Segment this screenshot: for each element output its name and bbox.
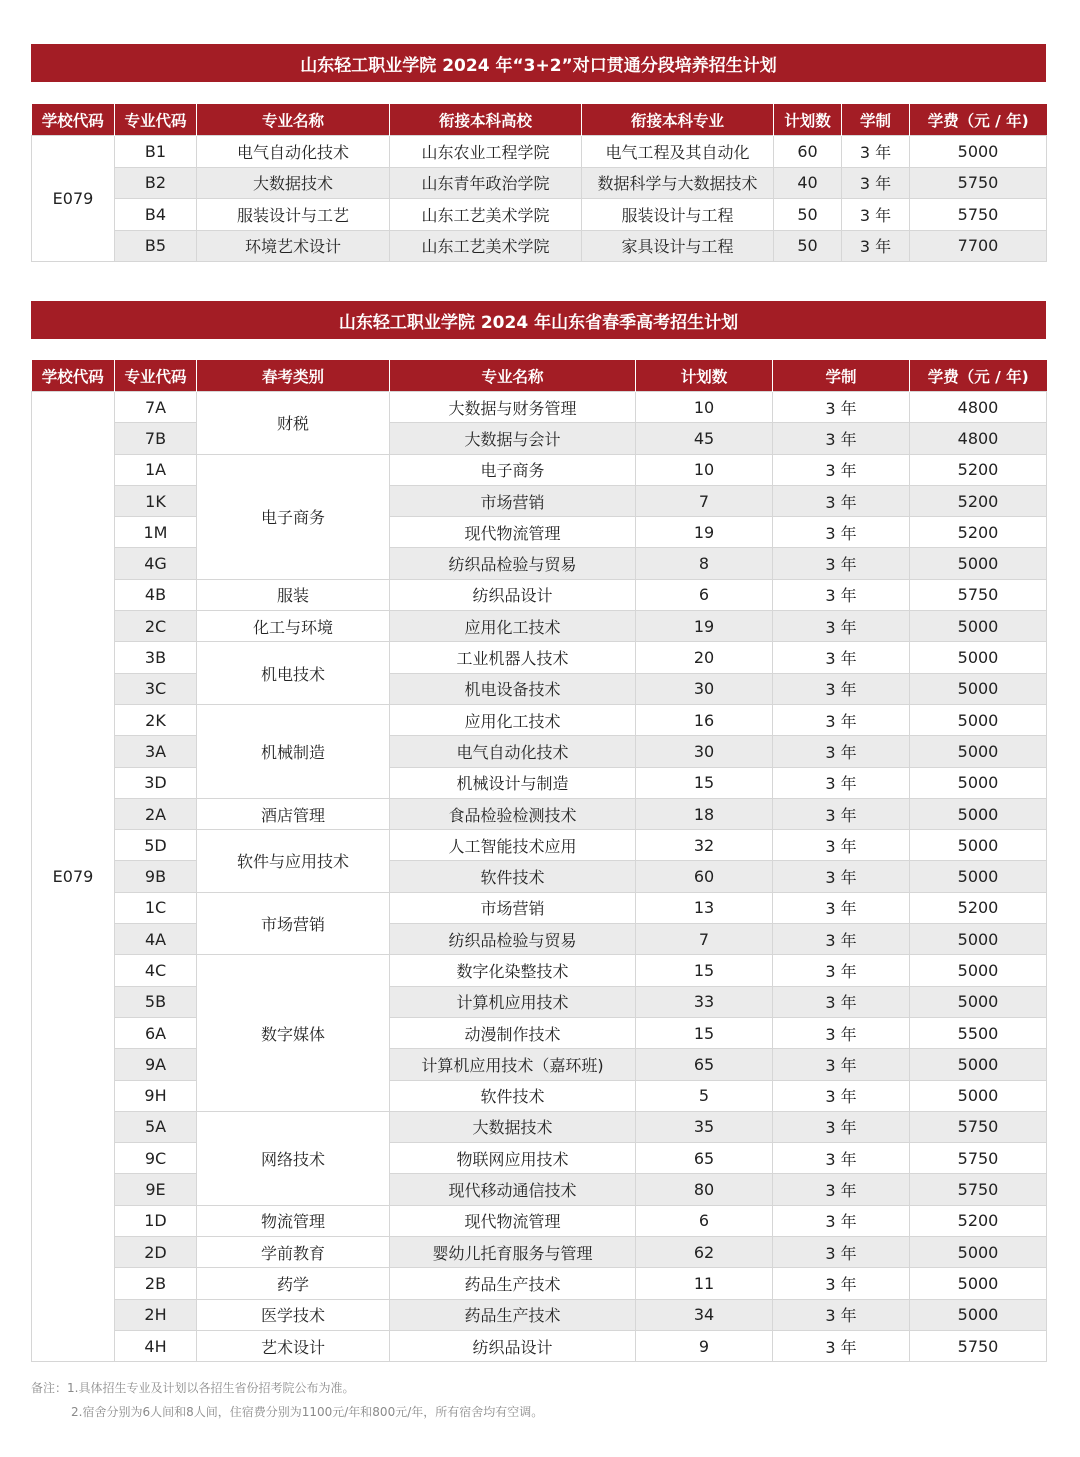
duration-cell: 3 年 [773,861,910,892]
major-name-cell: 纺织品检验与贸易 [390,924,636,955]
major-name-cell: 软件技术 [390,861,636,892]
duration-cell: 3 年 [773,548,910,579]
column-header: 计划数 [636,360,773,392]
plan-count-cell: 13 [636,892,773,923]
major-name-cell: 机电设备技术 [390,673,636,704]
university-cell: 山东工艺美术学院 [390,199,582,231]
tuition-cell: 5000 [910,611,1047,642]
table-row [32,485,1047,516]
column-header: 计划数 [774,104,842,136]
school-code-cell: E079 [32,392,115,1362]
major-name-cell: 纺织品设计 [390,1330,636,1361]
plan-count-cell: 32 [636,830,773,861]
major-code-cell: 3C [115,673,197,704]
plan-count-cell: 15 [636,767,773,798]
duration-cell: 3 年 [773,1080,910,1111]
plan2-table [31,360,1047,1362]
plan-count-cell: 10 [636,392,773,423]
column-header: 春考类别 [197,360,390,392]
duration-cell: 3 年 [773,736,910,767]
duration-cell: 3 年 [773,1111,910,1142]
major-name-cell: 服装设计与工艺 [197,199,390,231]
table-row [32,230,1047,262]
tuition-cell: 4800 [910,423,1047,454]
major-code-cell: 5D [115,830,197,861]
table-row [32,924,1047,955]
major-code-cell: 2D [115,1237,197,1268]
major-name-cell: 食品检验检测技术 [390,798,636,829]
duration-cell: 3 年 [842,230,910,262]
exam-category-cell: 网络技术 [197,1111,390,1205]
tuition-cell: 5750 [910,579,1047,610]
table-row [32,642,1047,673]
duration-cell: 3 年 [773,830,910,861]
note-line-1: 备注：1.具体招生专业及计划以各招生省份招考院公布为准。 [31,1381,355,1395]
plan-count-cell: 30 [636,673,773,704]
major-name-cell: 应用化工技术 [390,611,636,642]
plan-count-cell: 34 [636,1299,773,1330]
major-code-cell: 2C [115,611,197,642]
tuition-cell: 4800 [910,392,1047,423]
plan-count-cell: 65 [636,1143,773,1174]
plan-count-cell: 16 [636,704,773,735]
plan-count-cell: 15 [636,955,773,986]
duration-cell: 3 年 [773,1174,910,1205]
column-header: 衔接本科高校 [390,104,582,136]
duration-cell: 3 年 [773,517,910,548]
major-name-cell: 应用化工技术 [390,704,636,735]
major-name-cell: 大数据技术 [197,167,390,199]
tuition-cell: 5200 [910,892,1047,923]
tuition-cell: 5000 [910,986,1047,1017]
table-row [32,798,1047,829]
tuition-cell: 5000 [910,861,1047,892]
plan2-title-banner [31,301,1046,339]
duration-cell: 3 年 [842,136,910,168]
plan-count-cell: 6 [636,579,773,610]
table-row [32,1174,1047,1205]
plan-count-cell: 33 [636,986,773,1017]
duration-cell: 3 年 [773,485,910,516]
tuition-cell: 5200 [910,485,1047,516]
major-code-cell: 7A [115,392,197,423]
major-code-cell: 3D [115,767,197,798]
duration-cell: 3 年 [773,579,910,610]
major-name-cell: 电子商务 [390,454,636,485]
tuition-cell: 5000 [910,548,1047,579]
tuition-cell: 5000 [910,1237,1047,1268]
major-name-cell: 计算机应用技术 [390,986,636,1017]
exam-category-cell: 药学 [197,1268,390,1299]
tuition-cell: 5200 [910,517,1047,548]
exam-category-cell: 财税 [197,392,390,455]
duration-cell: 3 年 [773,892,910,923]
duration-cell: 3 年 [773,423,910,454]
university-major-cell: 数据科学与大数据技术 [582,167,774,199]
major-code-cell: 1C [115,892,197,923]
major-name-cell: 动漫制作技术 [390,1017,636,1048]
column-header: 学校代码 [32,360,115,392]
duration-cell: 3 年 [842,167,910,199]
major-code-cell: B1 [115,136,197,168]
major-name-cell: 电气自动化技术 [197,136,390,168]
duration-cell: 3 年 [773,924,910,955]
major-name-cell: 计算机应用技术（嘉环班) [390,1049,636,1080]
duration-cell: 3 年 [773,1330,910,1361]
tuition-cell: 5500 [910,1017,1047,1048]
major-name-cell: 纺织品设计 [390,579,636,610]
plan-count-cell: 40 [774,167,842,199]
duration-cell: 3 年 [773,1049,910,1080]
duration-cell: 3 年 [773,798,910,829]
plan-count-cell: 9 [636,1330,773,1361]
university-cell: 山东农业工程学院 [390,136,582,168]
major-name-cell: 婴幼儿托育服务与管理 [390,1237,636,1268]
major-code-cell: 1K [115,485,197,516]
table-row [32,1268,1047,1299]
plan1-title-banner [31,44,1046,82]
major-code-cell: 2K [115,704,197,735]
major-name-cell: 物联网应用技术 [390,1143,636,1174]
table-row [32,767,1047,798]
table-row [32,1111,1047,1142]
table-row [32,136,1047,168]
major-code-cell: B5 [115,230,197,262]
major-code-cell: 4B [115,579,197,610]
table-row [32,704,1047,735]
table-row [32,579,1047,610]
table-row [32,392,1047,423]
plan-count-cell: 80 [636,1174,773,1205]
major-name-cell: 药品生产技术 [390,1268,636,1299]
tuition-cell: 5200 [910,454,1047,485]
plan1-body [32,136,1047,262]
major-name-cell: 大数据与会计 [390,423,636,454]
exam-category-cell: 市场营销 [197,892,390,955]
tuition-cell: 5750 [910,167,1047,199]
tuition-cell: 5750 [910,1143,1047,1174]
plan-count-cell: 62 [636,1237,773,1268]
major-code-cell: 2B [115,1268,197,1299]
column-header: 专业代码 [115,104,197,136]
major-name-cell: 现代物流管理 [390,1205,636,1236]
major-code-cell: 2A [115,798,197,829]
major-code-cell: B4 [115,199,197,231]
plan-count-cell: 20 [636,642,773,673]
plan-count-cell: 50 [774,230,842,262]
column-header: 专业代码 [115,360,197,392]
major-code-cell: 7B [115,423,197,454]
university-major-cell: 服装设计与工程 [582,199,774,231]
table-row [32,548,1047,579]
table-row [32,1143,1047,1174]
plan-count-cell: 5 [636,1080,773,1111]
major-code-cell: 2H [115,1299,197,1330]
tuition-cell: 5000 [910,1080,1047,1111]
duration-cell: 3 年 [773,1268,910,1299]
major-code-cell: 9E [115,1174,197,1205]
plan2-title: 山东轻工职业学院 2024 年山东省春季高考招生计划 [338,312,739,333]
duration-cell: 3 年 [773,1299,910,1330]
tuition-cell: 5000 [910,1299,1047,1330]
plan-count-cell: 50 [774,199,842,231]
exam-category-cell: 服装 [197,579,390,610]
plan2-header-row [32,360,1047,392]
duration-cell: 3 年 [773,767,910,798]
plan1-table [31,104,1047,262]
tuition-cell: 5000 [910,704,1047,735]
column-header: 学校代码 [32,104,115,136]
plan-count-cell: 6 [636,1205,773,1236]
tuition-cell: 5750 [910,1330,1047,1361]
tuition-cell: 5000 [910,642,1047,673]
exam-category-cell: 学前教育 [197,1237,390,1268]
plan-count-cell: 11 [636,1268,773,1299]
major-name-cell: 大数据技术 [390,1111,636,1142]
tuition-cell: 5000 [910,767,1047,798]
table-row [32,199,1047,231]
major-code-cell: 5A [115,1111,197,1142]
university-cell: 山东青年政治学院 [390,167,582,199]
exam-category-cell: 化工与环境 [197,611,390,642]
column-header: 学费（元 / 年) [910,104,1047,136]
plan-count-cell: 7 [636,924,773,955]
major-name-cell: 现代移动通信技术 [390,1174,636,1205]
duration-cell: 3 年 [773,955,910,986]
plan-count-cell: 45 [636,423,773,454]
table-row [32,423,1047,454]
exam-category-cell: 数字媒体 [197,955,390,1111]
plan1-header-row [32,104,1047,136]
column-header: 学费（元 / 年) [910,360,1047,392]
major-name-cell: 环境艺术设计 [197,230,390,262]
duration-cell: 3 年 [773,642,910,673]
plan-count-cell: 65 [636,1049,773,1080]
major-name-cell: 大数据与财务管理 [390,392,636,423]
table-row [32,1017,1047,1048]
major-code-cell: 9B [115,861,197,892]
duration-cell: 3 年 [773,392,910,423]
exam-category-cell: 软件与应用技术 [197,830,390,893]
school-code-cell: E079 [32,136,115,262]
plan-count-cell: 60 [636,861,773,892]
university-cell: 山东工艺美术学院 [390,230,582,262]
major-name-cell: 市场营销 [390,485,636,516]
tuition-cell: 5000 [910,736,1047,767]
tuition-cell: 7700 [910,230,1047,262]
university-major-cell: 电气工程及其自动化 [582,136,774,168]
exam-category-cell: 艺术设计 [197,1330,390,1361]
column-header: 专业名称 [197,104,390,136]
plan-count-cell: 19 [636,611,773,642]
exam-category-cell: 物流管理 [197,1205,390,1236]
table-row [32,1299,1047,1330]
tuition-cell: 5000 [910,924,1047,955]
tuition-cell: 5000 [910,1268,1047,1299]
tuition-cell: 5000 [910,830,1047,861]
exam-category-cell: 酒店管理 [197,798,390,829]
tuition-cell: 5000 [910,673,1047,704]
duration-cell: 3 年 [773,1143,910,1174]
major-code-cell: 9C [115,1143,197,1174]
tuition-cell: 5200 [910,1205,1047,1236]
plan-count-cell: 35 [636,1111,773,1142]
major-code-cell: 1M [115,517,197,548]
tuition-cell: 5000 [910,136,1047,168]
duration-cell: 3 年 [773,1017,910,1048]
table-row [32,955,1047,986]
major-code-cell: 3A [115,736,197,767]
table-row [32,517,1047,548]
duration-cell: 3 年 [773,611,910,642]
duration-cell: 3 年 [773,1237,910,1268]
plan-count-cell: 30 [636,736,773,767]
exam-category-cell: 机电技术 [197,642,390,705]
tuition-cell: 5750 [910,1174,1047,1205]
major-code-cell: 6A [115,1017,197,1048]
duration-cell: 3 年 [773,986,910,1017]
table-row [32,1205,1047,1236]
table-row [32,611,1047,642]
table-row [32,1080,1047,1111]
tuition-cell: 5750 [910,199,1047,231]
column-header: 专业名称 [390,360,636,392]
table-row [32,861,1047,892]
table-row [32,673,1047,704]
duration-cell: 3 年 [773,704,910,735]
major-name-cell: 人工智能技术应用 [390,830,636,861]
exam-category-cell: 电子商务 [197,454,390,579]
plan-count-cell: 18 [636,798,773,829]
major-code-cell: 5B [115,986,197,1017]
table-row [32,1049,1047,1080]
plan1-title: 山东轻工职业学院 2024 年“3+2”对口贯通分段培养招生计划 [300,55,777,76]
tuition-cell: 5000 [910,1049,1047,1080]
table-row [32,167,1047,199]
plan-count-cell: 19 [636,517,773,548]
exam-category-cell: 机械制造 [197,704,390,798]
major-name-cell: 工业机器人技术 [390,642,636,673]
table-row [32,736,1047,767]
major-code-cell: 9H [115,1080,197,1111]
plan-count-cell: 15 [636,1017,773,1048]
major-code-cell: 3B [115,642,197,673]
major-name-cell: 药品生产技术 [390,1299,636,1330]
major-code-cell: 1A [115,454,197,485]
note-line-2: 2.宿舍分别为6人间和8人间，住宿费分别为1100元/年和800元/年，所有宿舍均有空调。 [71,1405,544,1419]
table-row [32,454,1047,485]
table-row [32,892,1047,923]
major-code-cell: B2 [115,167,197,199]
exam-category-cell: 医学技术 [197,1299,390,1330]
tuition-cell: 5750 [910,1111,1047,1142]
table-row [32,1237,1047,1268]
column-header: 衔接本科专业 [582,104,774,136]
university-major-cell: 家具设计与工程 [582,230,774,262]
major-name-cell: 软件技术 [390,1080,636,1111]
major-name-cell: 机械设计与制造 [390,767,636,798]
duration-cell: 3 年 [842,199,910,231]
major-name-cell: 现代物流管理 [390,517,636,548]
plan-count-cell: 10 [636,454,773,485]
duration-cell: 3 年 [773,454,910,485]
plan-count-cell: 7 [636,485,773,516]
duration-cell: 3 年 [773,673,910,704]
major-code-cell: 1D [115,1205,197,1236]
tuition-cell: 5000 [910,955,1047,986]
column-header: 学制 [773,360,910,392]
major-name-cell: 纺织品检验与贸易 [390,548,636,579]
column-header: 学制 [842,104,910,136]
major-code-cell: 4C [115,955,197,986]
major-code-cell: 4G [115,548,197,579]
plan-count-cell: 8 [636,548,773,579]
major-name-cell: 市场营销 [390,892,636,923]
table-row [32,986,1047,1017]
plan-count-cell: 60 [774,136,842,168]
major-code-cell: 9A [115,1049,197,1080]
plan2-body [32,392,1047,1362]
major-code-cell: 4H [115,1330,197,1361]
major-name-cell: 数字化染整技术 [390,955,636,986]
table-row [32,830,1047,861]
major-code-cell: 4A [115,924,197,955]
duration-cell: 3 年 [773,1205,910,1236]
tuition-cell: 5000 [910,798,1047,829]
major-name-cell: 电气自动化技术 [390,736,636,767]
table-row [32,1330,1047,1361]
